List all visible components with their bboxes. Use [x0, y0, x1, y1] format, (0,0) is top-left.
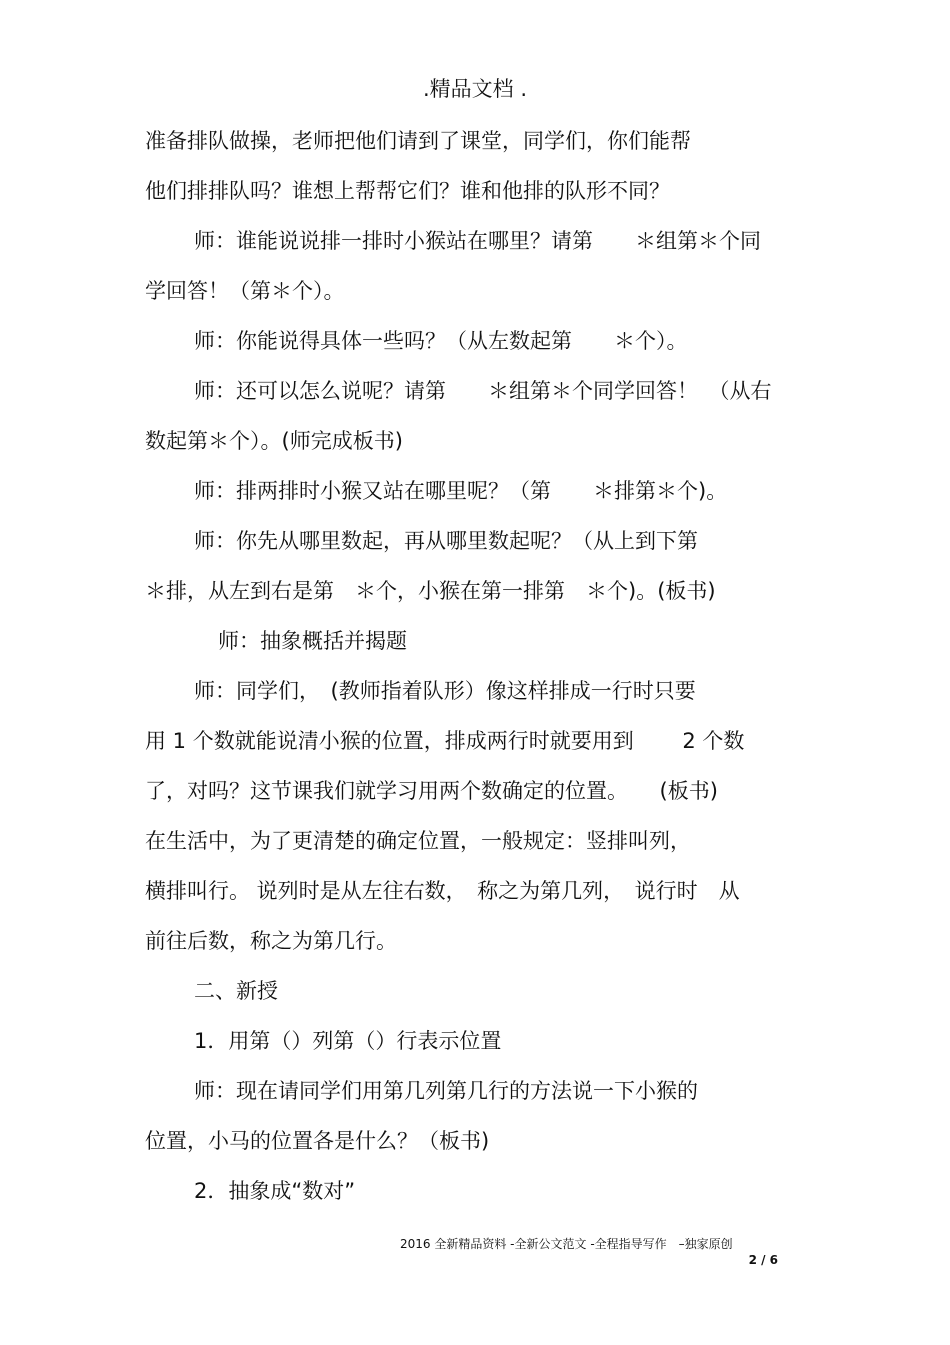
body-text	[145, 126, 815, 1226]
paragraph-line: 学回答！（第＊个）。	[145, 279, 345, 303]
paragraph-line: 师：同学们， (教师指着队形）像这样排成一行时只要	[194, 679, 696, 703]
paragraph-line: 师：你能说得具体一些吗？（从左数起第 ＊个）。	[194, 329, 688, 353]
subsection-heading: 2．抽象成“数对”	[194, 1179, 356, 1203]
section-heading: 二、新授	[194, 979, 278, 1003]
paragraph-line: 师：排两排时小猴又站在哪里呢？（第 ＊排第＊个)。	[194, 479, 728, 503]
paragraph-line: 他们排排队吗？谁想上帮帮它们？谁和他排的队形不同？	[145, 179, 670, 203]
paragraph-line: 师：现在请同学们用第几列第几行的方法说一下小猴的	[194, 1079, 698, 1103]
page-header: .精品文档 .	[422, 77, 528, 101]
paragraph-line: ＊排，从左到右是第 ＊个，小猴在第一排第 ＊个)。(板书)	[145, 579, 716, 603]
paragraph-line: 在生活中，为了更清楚的确定位置，一般规定：竖排叫列，	[145, 829, 691, 853]
page-footer: 2016 全新精品资料 -全新公文范文 -全程指导写作 –独家原创	[400, 1237, 733, 1251]
subsection-heading: 1．用第（）列第（）行表示位置	[194, 1029, 502, 1053]
paragraph-line: 前往后数，称之为第几行。	[145, 929, 397, 953]
paragraph-line: 位置，小马的位置各是什么？（板书)	[145, 1129, 490, 1153]
paragraph-line: 横排叫行。 说列时是从左往右数， 称之为第几列， 说行时 从	[145, 879, 740, 903]
paragraph-line: 师：谁能说说排一排时小猴站在哪里？请第 ＊组第＊个同	[194, 229, 761, 253]
paragraph-line: 数起第＊个）。(师完成板书)	[145, 429, 403, 453]
paragraph-line: 了，对吗？这节课我们就学习用两个数确定的位置。 (板书)	[145, 779, 718, 803]
page-number: 2 / 6	[748, 1253, 778, 1267]
paragraph-line: 师：还可以怎么说呢？请第 ＊组第＊个同学回答！ （从右	[194, 379, 772, 403]
paragraph-line: 准备排队做操，老师把他们请到了课堂，同学们，你们能帮	[145, 129, 691, 153]
paragraph-line: 用 1 个数就能说清小猴的位置，排成两行时就要用到 2 个数	[145, 729, 745, 753]
paragraph-line: 师：抽象概括并揭题	[218, 629, 407, 653]
paragraph-line: 师：你先从哪里数起，再从哪里数起呢？（从上到下第	[194, 529, 698, 553]
